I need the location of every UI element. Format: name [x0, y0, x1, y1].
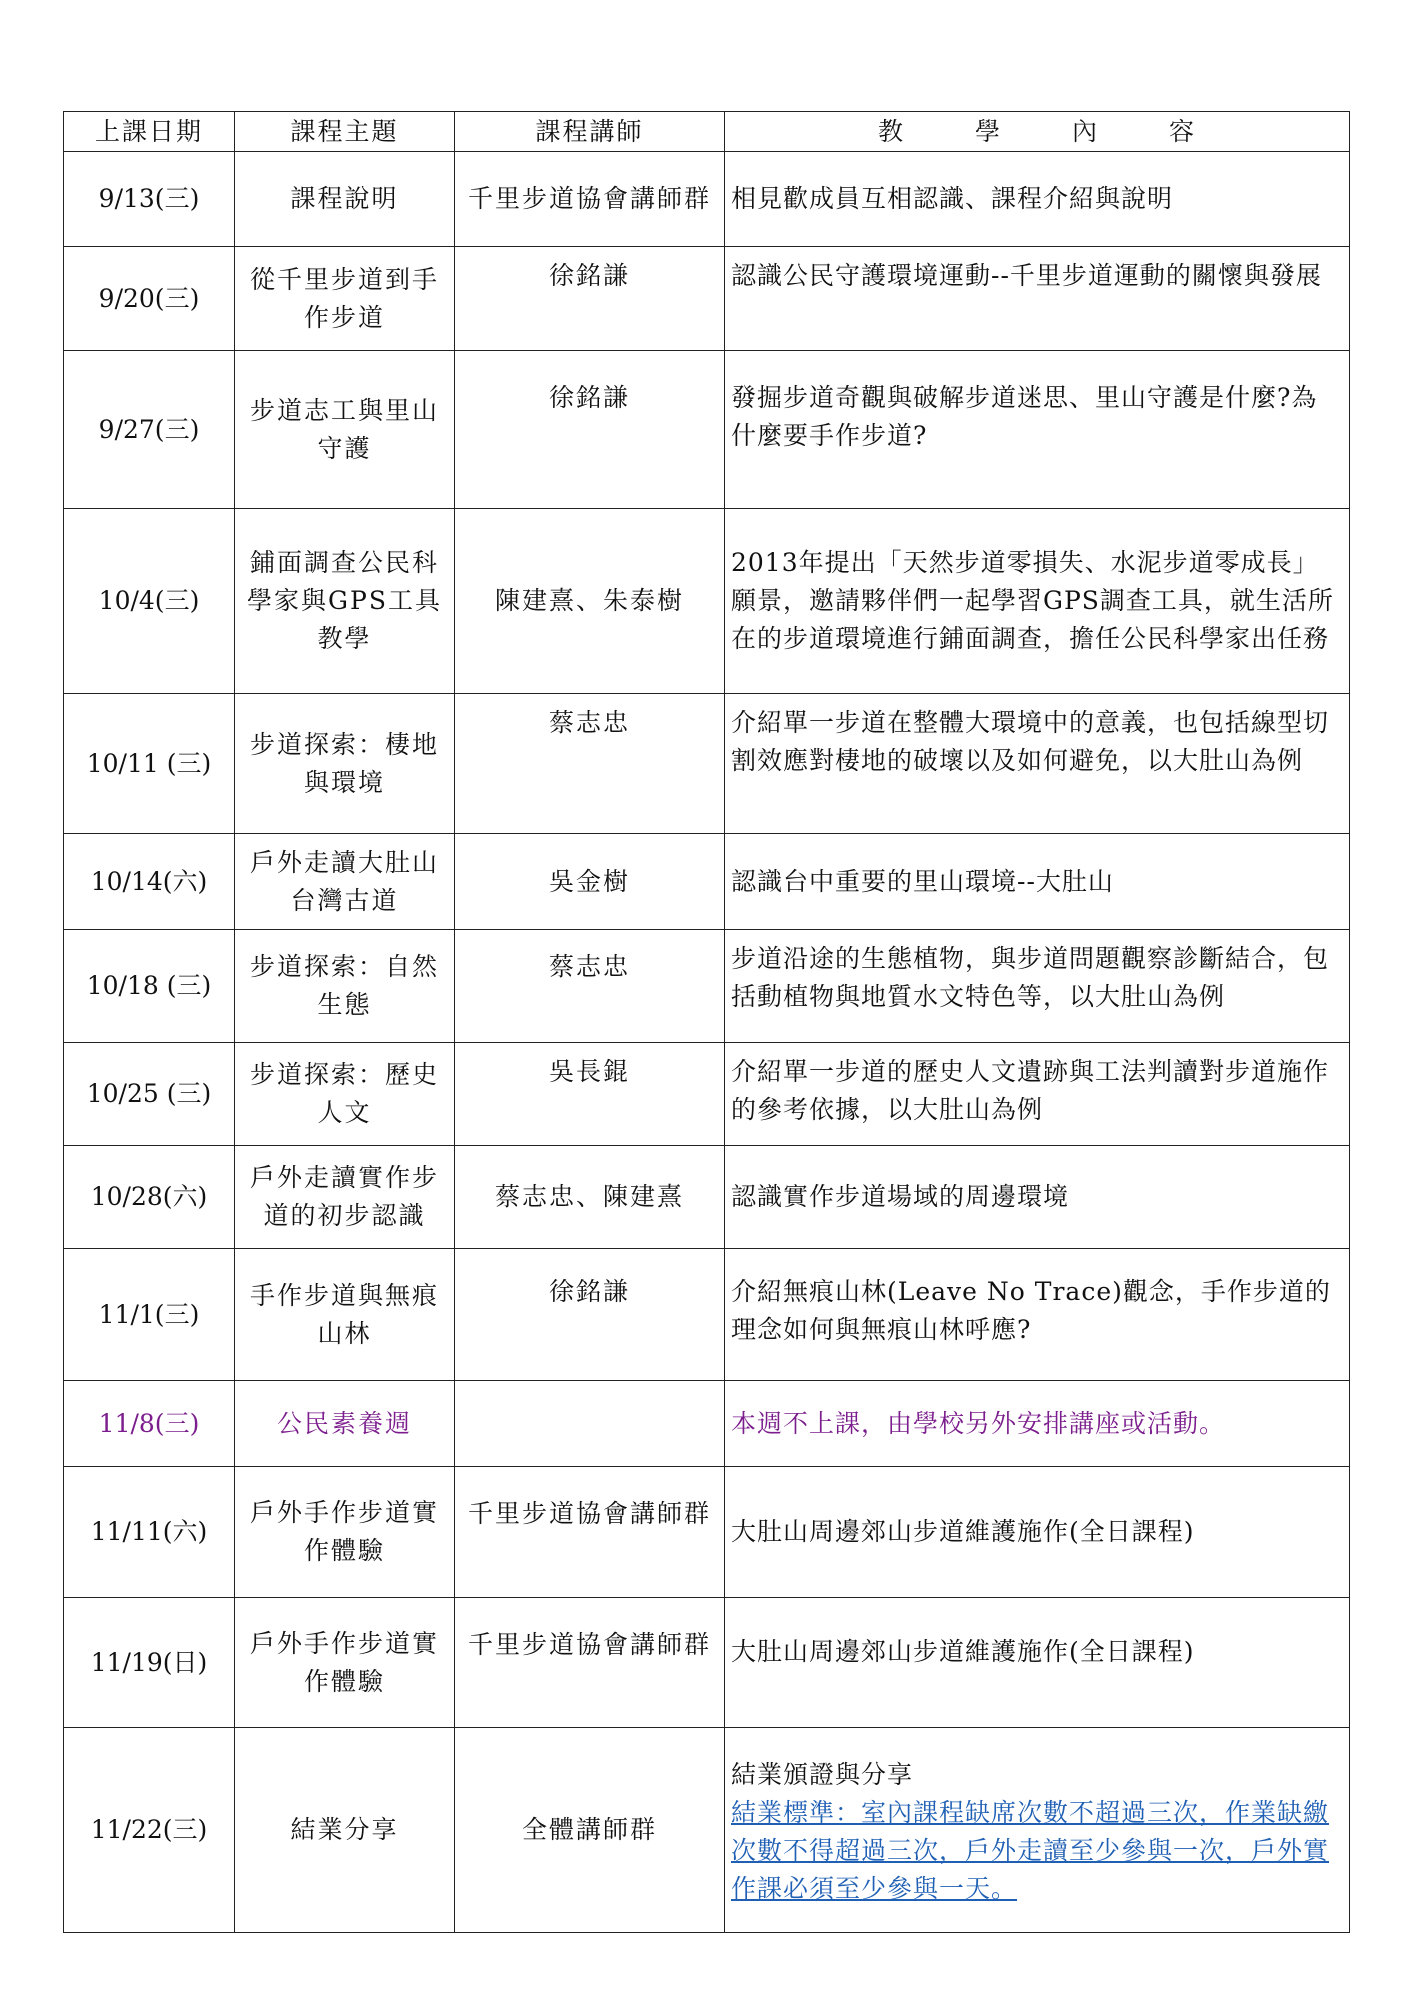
row-topic: 從千里步道到手作步道: [235, 247, 455, 351]
row-date: 10/11 (三): [64, 694, 235, 834]
row-date: 10/18 (三): [64, 930, 235, 1043]
row-date: 11/22(三): [64, 1728, 235, 1933]
table-row: [64, 694, 1350, 834]
row-content: 步道沿途的生態植物，與步道問題觀察診斷結合，包括動植物與地質水文特色等，以大肚山為例: [725, 930, 1350, 1043]
row-date: 9/20(三): [64, 247, 235, 351]
row-lecturer: 千里步道協會講師群: [455, 1467, 725, 1598]
table-row: [64, 930, 1350, 1043]
row-lecturer: 徐銘謙: [455, 247, 725, 351]
row-content: 相見歡成員互相認識、課程介紹與說明: [725, 152, 1350, 247]
table-row-highlighted: [64, 1381, 1350, 1467]
table-row: [64, 351, 1350, 509]
row-topic: 步道探索：歷史人文: [235, 1043, 455, 1146]
row-topic: 鋪面調查公民科學家與GPS工具教學: [235, 509, 455, 694]
row-topic: 步道探索：棲地與環境: [235, 694, 455, 834]
row-content: 介紹單一步道在整體大環境中的意義，也包括線型切割效應對棲地的破壞以及如何避免，以大肚山為例: [725, 694, 1350, 834]
header-date: 上課日期: [64, 112, 235, 152]
header-lecturer: 課程講師: [455, 112, 725, 152]
row-content: 認識台中重要的里山環境--大肚山: [725, 834, 1350, 930]
row-lecturer: 全體講師群: [455, 1728, 725, 1933]
header-content-char: 教: [877, 116, 905, 146]
row-content: 本週不上課，由學校另外安排講座或活動。: [725, 1381, 1350, 1467]
row-content: 介紹無痕山林(Leave No Trace)觀念，手作步道的理念如何與無痕山林呼應?: [725, 1249, 1350, 1381]
table-row: [64, 1728, 1350, 1933]
row-date: 11/11(六): [64, 1467, 235, 1598]
table-row: [64, 1043, 1350, 1146]
row-lecturer: 蔡志忠、陳建熹: [455, 1146, 725, 1249]
row-content: 大肚山周邊郊山步道維護施作(全日課程): [725, 1467, 1350, 1598]
row-content: 認識公民守護環境運動--千里步道運動的關懷與發展: [725, 247, 1350, 351]
table-row: [64, 247, 1350, 351]
row-topic: 公民素養週: [235, 1381, 455, 1467]
table-row: [64, 1467, 1350, 1598]
row-date: 11/1(三): [64, 1249, 235, 1381]
row-date: 11/19(日): [64, 1598, 235, 1728]
row-lecturer: 吳長錕: [455, 1043, 725, 1146]
row-lecturer: 徐銘謙: [455, 351, 725, 509]
row-date: 10/4(三): [64, 509, 235, 694]
row-date: 10/28(六): [64, 1146, 235, 1249]
row-lecturer: 蔡志忠: [455, 930, 725, 1043]
row-topic: 結業分享: [235, 1728, 455, 1933]
row-lecturer: 千里步道協會講師群: [455, 1598, 725, 1728]
row-lecturer: 陳建熹、朱泰樹: [455, 509, 725, 694]
row-lecturer: 蔡志忠: [455, 694, 725, 834]
row-date: 10/25 (三): [64, 1043, 235, 1146]
row-topic: 手作步道與無痕山林: [235, 1249, 455, 1381]
row-lecturer: [455, 1381, 725, 1467]
header-content: [725, 112, 1350, 152]
row-topic: 步道探索：自然生態: [235, 930, 455, 1043]
table-row: [64, 509, 1350, 694]
row-content: 認識實作步道場域的周邊環境: [725, 1146, 1350, 1249]
row-lecturer: 徐銘謙: [455, 1249, 725, 1381]
row-topic: 課程說明: [235, 152, 455, 247]
table-row: [64, 1598, 1350, 1728]
row-content: 2013年提出「天然步道零損失、水泥步道零成長」願景，邀請夥伴們一起學習GPS調查工具，就生活所在的步道環境進行鋪面調查，擔任公民科學家出任務: [725, 509, 1350, 694]
row-content: 大肚山周邊郊山步道維護施作(全日課程): [725, 1598, 1350, 1728]
row-topic: 戶外走讀大肚山台灣古道: [235, 834, 455, 930]
table-row: [64, 152, 1350, 247]
row-topic: 戶外走讀實作步道的初步認識: [235, 1146, 455, 1249]
row-date: 10/14(六): [64, 834, 235, 930]
header-content-char: 內: [1072, 116, 1100, 146]
table-header-row: [64, 112, 1350, 152]
table-row: [64, 1146, 1350, 1249]
row-lecturer: 千里步道協會講師群: [455, 152, 725, 247]
row-topic: 戶外手作步道實作體驗: [235, 1467, 455, 1598]
row-topic: 戶外手作步道實作體驗: [235, 1598, 455, 1728]
row-date: 9/13(三): [64, 152, 235, 247]
graduation-standard-link[interactable]: 結業標準：室內課程缺席次數不超過三次，作業缺繳次數不得超過三次，戶外走讀至少參與一次，戶外實作課必須至少參與一天。: [731, 1798, 1330, 1903]
row-date: 9/27(三): [64, 351, 235, 509]
row-date: 11/8(三): [64, 1381, 235, 1467]
table-row: [64, 1249, 1350, 1381]
row-topic: 步道志工與里山守護: [235, 351, 455, 509]
row-lecturer: 吳金樹: [455, 834, 725, 930]
header-topic: 課程主題: [235, 112, 455, 152]
header-content-char: 容: [1169, 116, 1197, 146]
row-content: 介紹單一步道的歷史人文遺跡與工法判讀對步道施作的參考依據，以大肚山為例: [725, 1043, 1350, 1146]
row-content: 發掘步道奇觀與破解步道迷思、里山守護是什麼?為什麼要手作步道?: [725, 351, 1350, 509]
header-content-char: 學: [974, 116, 1002, 146]
table-row: [64, 834, 1350, 930]
course-schedule-table: [63, 111, 1350, 1933]
row-content: [725, 1728, 1350, 1933]
graduation-text: 結業頒證與分享: [731, 1760, 914, 1789]
